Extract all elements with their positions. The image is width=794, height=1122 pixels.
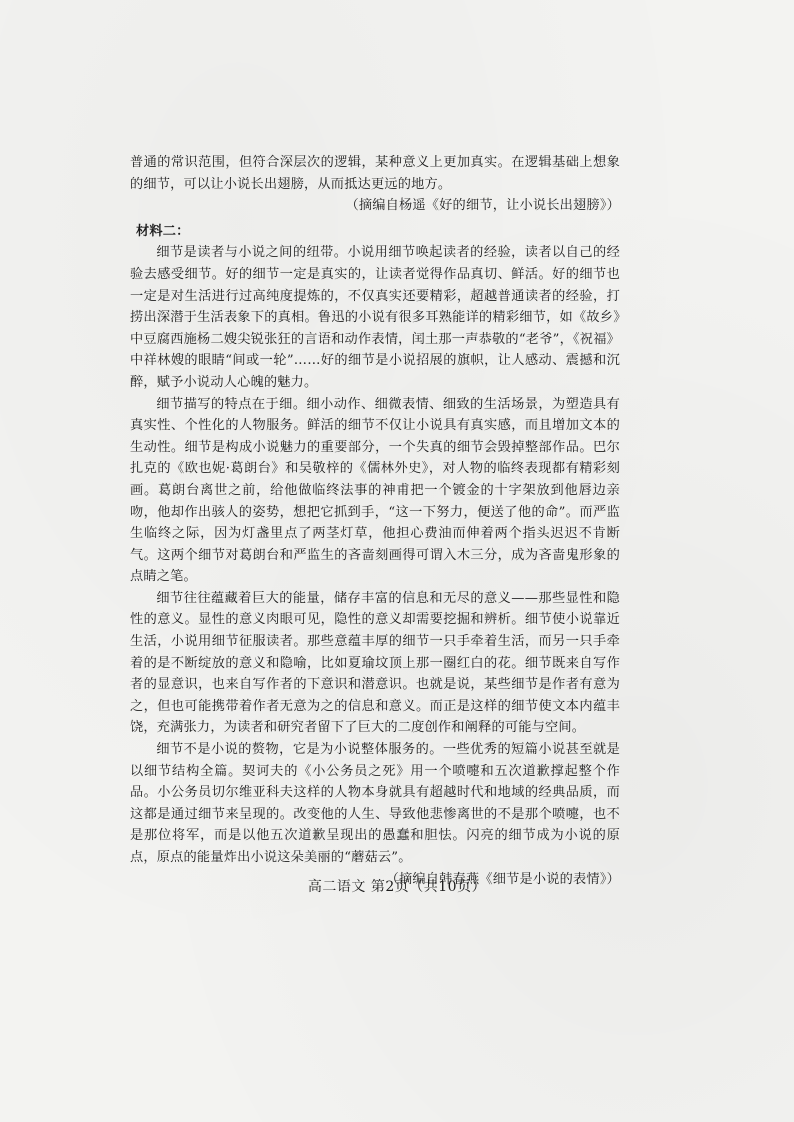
paragraph-4: 细节不是小说的赘物，它是为小说整体服务的。一些优秀的短篇小说甚至就是以细节结构全篇。契诃夫的《小公务员之死》用一个喷嚏和五次道歉撑起整个作品。小公务员切尔维亚科夫这样的人物本身就具有超越时代和地域的经典品质，而这都是通过细节来呈现的。改变他的人生、导致他悲惨离世的不是那个喷嚏，也不是那位将军，而是以他五次道歉呈现出的愚蠢和胆怯。闪亮的细节成为小说的原点，原点的能量炸出小说这朵美丽的“蘑菇云”。 <box>130 742 620 865</box>
material-two-heading: 材料二： <box>136 223 190 239</box>
source-citation-two: （摘编自韩春燕《细节是小说的表情》） <box>385 871 620 887</box>
passage-one-tail: 普通的常识范围，但符合深层次的逻辑，某种意义上更加真实。在逻辑基础上想象的细节，可以让小说长出翅膀，从而抵达更远的地方。 <box>130 155 620 192</box>
paragraph-1: 细节是读者与小说之间的纽带。小说用细节唤起读者的经验，读者以自己的经验去感受细节。好的细节一定是真实的，让读者觉得作品真切、鲜活。好的细节也一定是对生活进行过高纯度提炼的，不仅真实还要精彩，超越普通读者的经验，打捞出深潜于生活表象下的真相。鲁迅的小说有很多耳熟能详的精彩细节，如《故乡》中豆腐西施杨二嫂尖锐张狂的言语和动作表情，闰土那一声恭敬的“老爷”，《祝福》中祥林嫂的眼睛“间或一轮”……好的细节是小说招展的旗帜，让人感动、震撼和沉醉，赋予小说动人心魄的魅力。 <box>130 245 620 390</box>
paragraph-2: 细节描写的特点在于细。细小动作、细微表情、细致的生活场景，为塑造具有真实性、个性化的人物服务。鲜活的细节不仅让小说具有真实感，而且增加文本的生动性。细节是构成小说魅力的重要部分，一个失真的细节会毁掉整部作品。巴尔扎克的《欧也妮·葛朗台》和吴敬梓的《儒林外史》，对人物的临终表现都有精彩刻画。葛朗台离世之前，给他做临终法事的神甫把一个镀金的十字架放到他唇边亲吻，他却作出骇人的姿势，想把它抓到手，“这一下努力，便送了他的命”。而严监生临终之际，因为灯盏里点了两茎灯草，他担心费油而伸着两个指头迟迟不肯断气。这两个细节对葛朗台和严监生的吝啬刻画得可谓入木三分，成为吝啬鬼形象的点睛之笔。 <box>130 396 620 585</box>
page-footer: 高二语文 第2页（共10页） <box>307 879 487 895</box>
paragraph-3: 细节往往蕴藏着巨大的能量，储存丰富的信息和无尽的意义——那些显性和隐性的意义。显性的意义肉眼可见，隐性的意义却需要挖掘和辨析。细节使小说靠近生活，小说用细节征服读者。那些意蕴丰厚的细节一只手牵着生活，而另一只手牵着的是不断绽放的意义和隐喻，比如夏瑜坟顶上那一圈红白的花。细节既来自写作者的显意识，也来自写作者的下意识和潜意识。也就是说，某些细节是作者有意为之，但也可能携带着作者无意为之的信息和意义。而正是这样的细节使文本内蕴丰饶，充满张力，为读者和研究者留下了巨大的二度创作和阐释的可能与空间。 <box>130 590 620 736</box>
source-citation-one: （摘编自杨遥《好的细节，让小说长出翅膀》） <box>345 198 620 214</box>
page-body <box>130 152 620 892</box>
